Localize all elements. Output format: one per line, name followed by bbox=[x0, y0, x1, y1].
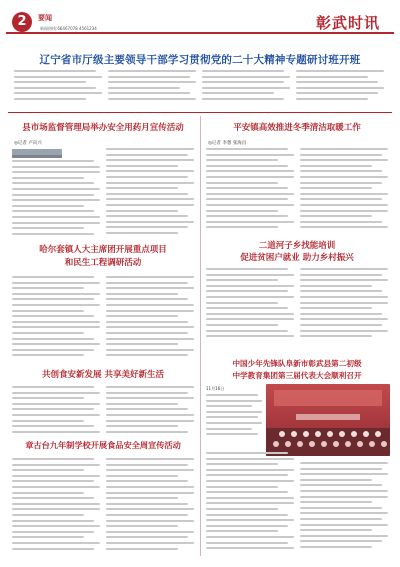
article-text bbox=[206, 452, 294, 560]
article-text bbox=[300, 462, 388, 560]
lead-text-col-3 bbox=[202, 70, 290, 104]
article-text bbox=[206, 386, 262, 446]
article-text bbox=[12, 386, 100, 436]
article-text bbox=[12, 458, 100, 558]
article-text bbox=[206, 268, 294, 346]
photo-dateline: 11月16日 bbox=[206, 386, 225, 391]
lead-text-col-4 bbox=[296, 70, 384, 104]
article-headline: 县市场监督管理局举办安全用药月宣传活动 bbox=[22, 123, 184, 133]
article-text bbox=[106, 386, 194, 436]
article-text bbox=[106, 148, 194, 240]
article-photo-strip bbox=[12, 146, 62, 158]
header-meta: 新闻热线:66467078 4561234 bbox=[40, 26, 97, 31]
headline-line: 二道河子乡找能培训 bbox=[258, 241, 336, 251]
headline-line: 哈尔套镇人大主席团开展重点项目 bbox=[39, 245, 167, 255]
masthead-logo: 彰武时讯 bbox=[315, 14, 380, 32]
article-text bbox=[206, 148, 294, 238]
headline-line: 中国少年先锋队阜新市彰武县第二初级 bbox=[232, 359, 362, 368]
article-headline bbox=[204, 240, 390, 264]
article-byline: ◎记者 卢向兴 bbox=[14, 141, 42, 146]
headline-line: 中学教育集团第三届代表大会顺利召开 bbox=[232, 371, 362, 380]
article-text bbox=[12, 160, 100, 240]
section-divider bbox=[8, 112, 392, 113]
article-text bbox=[106, 458, 194, 558]
lead-text-col-2 bbox=[108, 70, 196, 104]
lead-headline: 辽宁省市厅级主要领导干部学习贯彻党的二十大精神专题研讨班开班 bbox=[39, 54, 361, 66]
section-label: 要闻 bbox=[38, 14, 52, 22]
article-text bbox=[106, 276, 194, 362]
article-headline: 共创食安新发展 共享美好新生活 bbox=[42, 370, 164, 380]
article-headline bbox=[10, 244, 196, 270]
page-header bbox=[6, 4, 394, 34]
article-text bbox=[12, 276, 100, 362]
lead-text-col-1 bbox=[14, 70, 102, 104]
column-divider bbox=[200, 116, 201, 556]
headline-line: 和民生工程调研活动 bbox=[64, 258, 142, 268]
article-headline: 平安镇高效推进冬季清洁取暖工作 bbox=[233, 123, 361, 133]
article-text bbox=[300, 268, 388, 346]
article-byline: ◎记者 李想 张海昌 bbox=[208, 141, 247, 146]
article-headline bbox=[204, 358, 390, 382]
article-text bbox=[300, 148, 388, 238]
article-photo bbox=[266, 384, 390, 456]
headline-line: 促进贫困户就业 助力乡村振兴 bbox=[240, 253, 354, 263]
page-number-badge: 2 bbox=[12, 12, 32, 32]
article-headline: 章古台九年制学校开展食品安全周宣传活动 bbox=[25, 440, 181, 450]
